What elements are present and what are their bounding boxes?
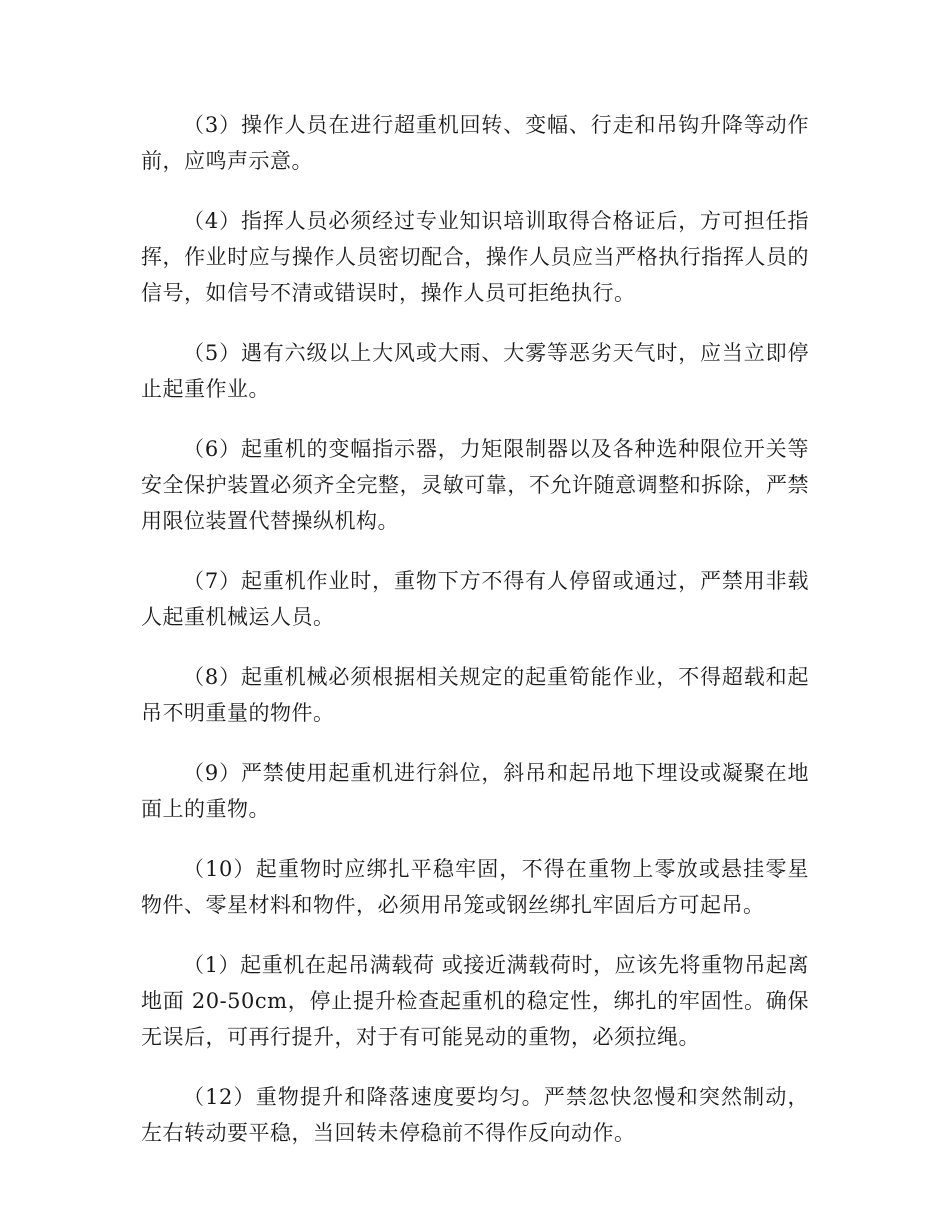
paragraph-item-7: （7）起重机作业时，重物下方不得有人停留或通过，严禁用非载人起重机械运人员。 xyxy=(141,569,809,629)
document-body xyxy=(141,107,809,1175)
paragraph-item-12: （12）重物提升和降落速度要均匀。严禁忽快忽慢和突然制动，左右转动要平稳，当回转未停稳前不得作反向动作。 xyxy=(141,1085,809,1145)
paragraph-item-9: （9）严禁使用起重机进行斜位，斜吊和起吊地下埋设或凝聚在地面上的重物。 xyxy=(141,761,809,821)
paragraph-item-8: （8）起重机械必须根据相关规定的起重筍能作业，不得超载和起吊不明重量的物件。 xyxy=(141,665,809,725)
paragraph-item-4: （4）指挥人员必须经过专业知识培训取得合格证后，方可担任指挥，作业时应与操作人员密切配合，操作人员应当严格执行指挥人员的信号，如信号不清或错误时，操作人员可拒绝执行。 xyxy=(141,209,809,305)
paragraph-item-3: （3）操作人员在进行超重机回转、变幅、行走和吊钩升降等动作前，应鸣声示意。 xyxy=(141,113,809,173)
paragraph-item-5: （5）遇有六级以上大风或大雨、大雾等恶劣天气时，应当立即停止起重作业。 xyxy=(141,341,809,401)
paragraph-item-11: （1）起重机在起吊满载荷 或接近满载荷时，应该先将重物吊起离地面 20-50cm，停止提升检查起重机的稳定性，绑扎的牢固性。确保无误后，可再行提升，对于有可能晃动的重物，必须拉绳。 xyxy=(141,953,809,1049)
paragraph-item-6: （6）起重机的变幅指示器，力矩限制器以及各种选种限位开关等安全保护装置必须齐全完整，灵敏可靠，不允许随意调整和拆除，严禁用限位装置代替操纵机构。 xyxy=(141,437,809,533)
paragraph-item-10: （10）起重物时应绑扎平稳牢固，不得在重物上零放或悬挂零星物件、零星材料和物件，必须用吊笼或钢丝绑扎牢固后方可起吊。 xyxy=(141,857,809,917)
